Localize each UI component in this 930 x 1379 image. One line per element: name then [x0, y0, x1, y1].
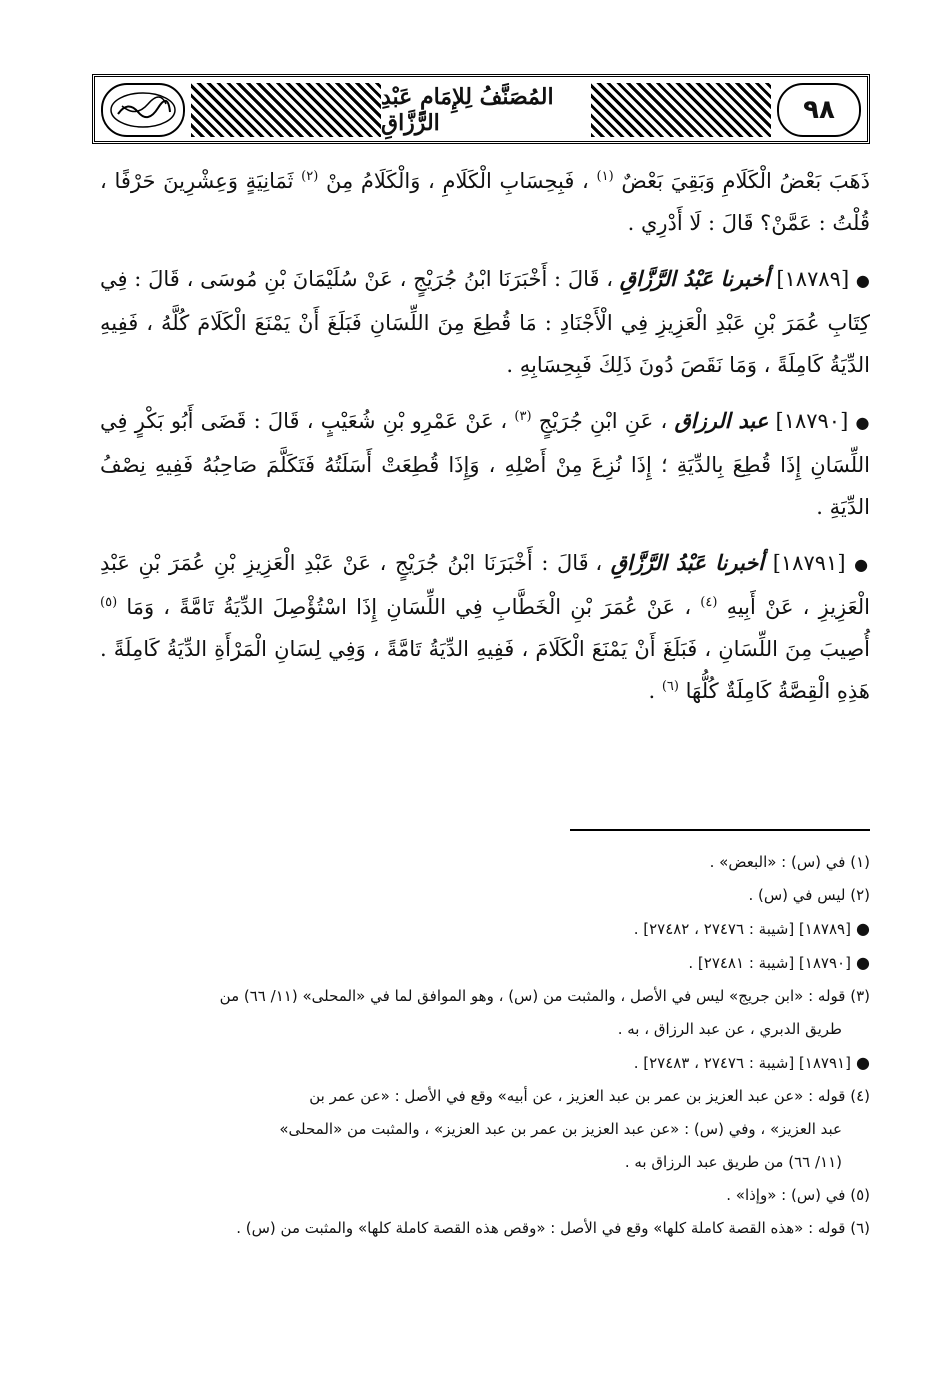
footnote-ref-4: (٤) — [700, 595, 718, 610]
bullet-icon: ● — [855, 413, 870, 432]
bullet-icon: ● — [850, 953, 870, 972]
narrator: أخبرنا عَبْدُ الرَّزَّاقِ — [610, 550, 765, 575]
footnote-ref-2: (٢) — [301, 169, 319, 184]
footnote-1: (١) في (س) : «البعض» . — [709, 853, 870, 871]
footnote-3: (٣) قوله : «ابن جريج» ليس في الأصل ، والمثبت من (س) ، وهو الموافق لما في «المحلى» (١١/ ٦٦) من طريق الدبري ، عن عبد الرزاق ، به . — [219, 987, 870, 1038]
footnote-ref-3: (٣) — [514, 409, 532, 424]
calligraphy-logo-icon — [108, 90, 178, 130]
footnote-2: (٢) ليس في (س) . — [748, 886, 870, 904]
bullet-icon: ● — [855, 271, 870, 290]
reference-18790: ● [١٨٧٩٠] [شيبة : ٢٧٤٨١] . — [688, 953, 870, 972]
hadith-number: [١٨٧٨٩] — [776, 267, 850, 291]
footnote-6: (٦) قوله : «هذه القصة كاملة كلها» وقع في الأصل : «وقص هذه القصة كاملة كلها» والمثبت من (س) . — [236, 1219, 870, 1237]
bullet-icon: ● — [850, 1053, 870, 1072]
hadith-18790: ● [١٨٧٩٠] عبد الرزاق ، عَنِ ابْنِ جُرَيْجٍ $^{(٣)}$ ، عَنْ عَمْرِو بْنِ شُعَيْبٍ ، قَالَ : قَضَى أَبُو بَكْرٍ فِي اللِّسَانِ إِذَا قُطِعَ بِالدِّيَةِ ؛ إِذَا نُزِعَ مِنْ أَصْلِهِ ، وَإِذَا قُطِعَتْ أَسَلَتُهُ فَتَكَلَّمَ صَاحِبُهُ فَفِيهِ نِصْفُ الدِّيَةِ . — [100, 408, 870, 519]
reference-18791: ● [١٨٧٩١] [شيبة : ٢٧٤٧٦ ، ٢٧٤٨٣] . — [633, 1053, 870, 1072]
paragraph-continuation: ذَهَبَ بَعْضُ الْكَلَامِ وَبَقِيَ بَعْضٌ $^{(١)}$ ، فَبِحِسَابِ الْكَلَامِ ، وَالْكَلَامُ مِنْ $^{(٢)}$ ثَمَانِيَةٍ وَعِشْرِينَ حَرْفًا ، قُلْتُ : عَمَّنْ؟ قَالَ : لَا أَدْرِي . — [100, 169, 870, 235]
hadith-18791: ● [١٨٧٩١] أخبرنا عَبْدُ الرَّزَّاقِ ، قَالَ : أَخْبَرَنَا ابْنُ جُرَيْجٍ ، عَنْ عَبْدِ الْعَزِيزِ بْنِ عُمَرَ بْنِ عَبْدِ الْعَزِيزِ ، عَنْ أَبِيهِ $^{(٤)}$ ، عَنْ عُمَرَ بْنِ الْخَطَّابِ فِي اللِّسَانِ إِذَا اسْتُؤْصِلَ الدِّيَةُ تَامَّةً ، وَمَا $^{(٥)}$ أُصِيبَ مِنَ اللِّسَانِ ، فَبَلَغَ أَنْ يَمْنَعَ الْكَلَامَ ، فَفِيهِ الدِّيَةُ تَامَّةً ، وَفِي لِسَانِ الْمَرْأَةِ الدِّيَةُ كَامِلَةً . هَذِهِ الْقِصَّةُ كَامِلَةٌ كُلُّهَا $^{(٦)}$ . — [100, 550, 871, 703]
narrator: عبد الرزاق — [674, 408, 769, 433]
footnote-separator — [570, 829, 870, 831]
header-ornament-right — [581, 83, 771, 137]
hadith-number: [١٨٧٩٠] — [775, 409, 849, 433]
main-text — [100, 160, 870, 726]
footnote-4: (٤) قوله : «عن عبد العزيز بن عمر بن عبد العزيز ، عن أبيه» وقع في الأصل : «عن عمر بن عبد العزيز» ، وفي (س) : «عن عبد العزيز بن عمر بن عبد العزيز» ، والمثبت من «المحلى» (١١/ ٦٦) من طريق عبد الرزاق به . — [279, 1087, 870, 1171]
book-logo — [101, 83, 185, 137]
narrator: أخبرنا عَبْدُ الرَّزَّاقِ — [619, 266, 770, 291]
footnote-ref-1: (١) — [596, 169, 614, 184]
bullet-icon: ● — [850, 919, 870, 938]
header-ornament-left — [191, 83, 381, 137]
hadith-18789: ● [١٨٧٨٩] أخبرنا عَبْدُ الرَّزَّاقِ ، قَالَ : أَخْبَرَنَا ابْنُ جُرَيْجٍ ، عَنْ سُلَيْمَانَ بْنِ مُوسَى ، قَالَ : فِي كِتَابِ عُمَرَ بْنِ عَبْدِ الْعَزِيزِ فِي الْأَجْنَادِ : مَا قُطِعَ مِنَ اللِّسَانِ فَبَلَغَ أَنْ يَمْنَعَ الْكَلَامَ كُلَّهُ ، فَفِيهِ الدِّيَةُ كَامِلَةً ، وَمَا نَقَصَ دُونَ ذَلِكَ فَبِحِسَابِهِ . — [100, 266, 870, 377]
page-header — [92, 74, 870, 144]
reference-18789: ● [١٨٧٨٩] [شيبة : ٢٧٤٧٦ ، ٢٧٤٨٢] . — [633, 919, 870, 938]
footnotes — [100, 848, 870, 1247]
footnote-ref-5: (٥) — [100, 595, 118, 610]
book-title: المُصَنَّفُ لِلإِمَامِ عَبْدِ الرَّزَّاقِ — [381, 83, 591, 137]
footnote-5: (٥) في (س) : «وإذا» . — [726, 1186, 870, 1204]
page-number: ٩٨ — [777, 83, 861, 137]
footnote-ref-6: (٦) — [661, 679, 679, 694]
hadith-number: [١٨٧٩١] — [772, 551, 846, 575]
bullet-icon: ● — [854, 555, 870, 574]
